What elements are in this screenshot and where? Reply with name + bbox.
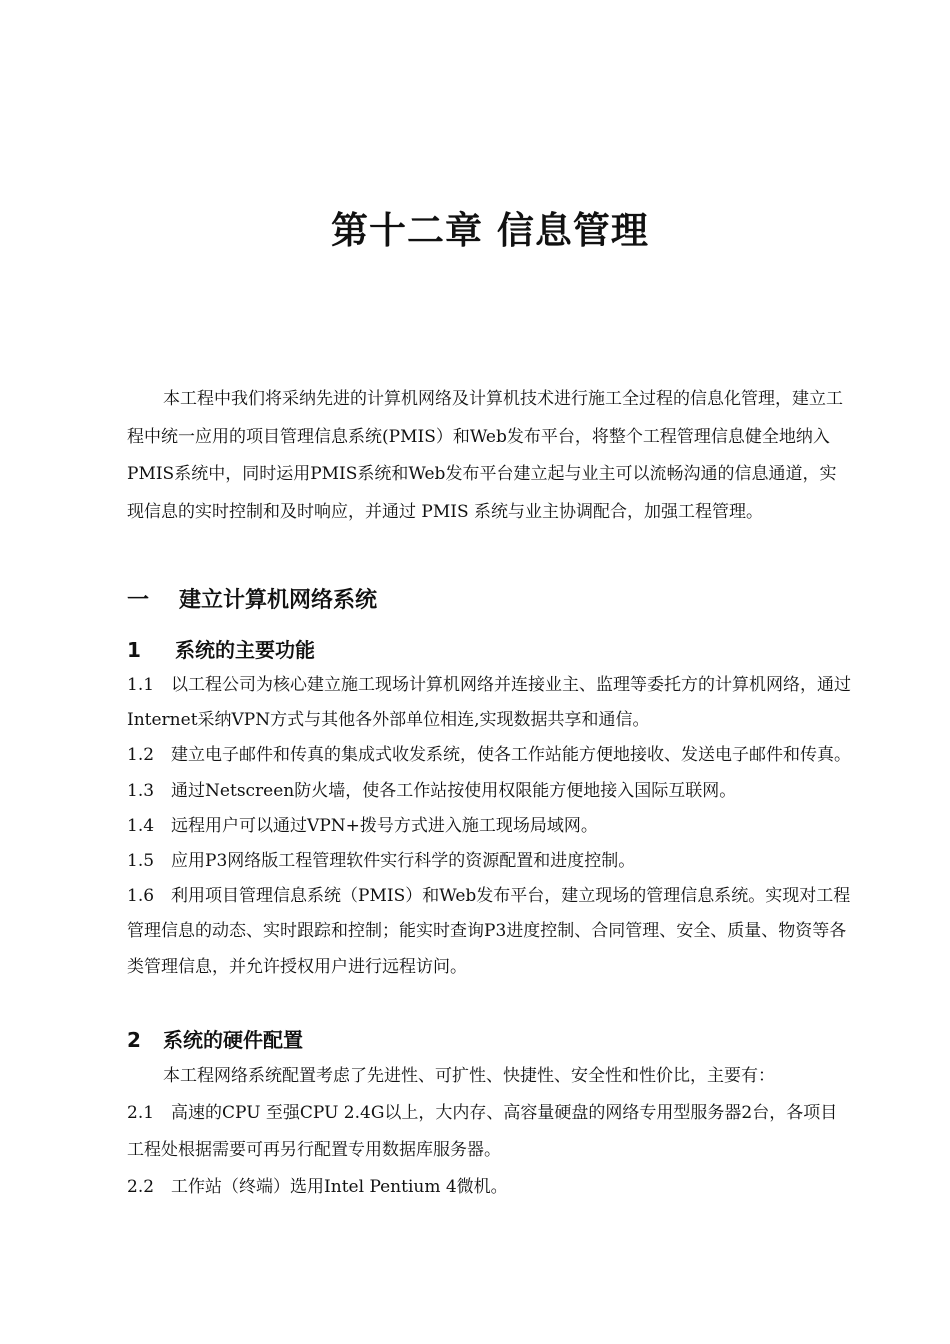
section-number: 一 bbox=[127, 588, 150, 613]
item-text: 通过Netscreen防火墙，使各工作站按使用权限能方便地接入国际互联网。 bbox=[171, 780, 737, 801]
item-text: 应用P3网络版工程管理软件实行科学的资源配置和进度控制。 bbox=[171, 851, 636, 872]
chapter-title: 第十二章 信息管理 bbox=[331, 209, 649, 252]
subsection-2 bbox=[127, 1022, 852, 1206]
item-text: 以工程公司为核心建立施工现场计算机网络并连接业主、监理等委托方的计算机网络，通过Internet采纳VPN方式与其他各外部单位相连,实现数据共享和通信。 bbox=[127, 675, 852, 731]
item-text: 建立电子邮件和传真的集成式收发系统，使各工作站能方便地接收、发送电子邮件和传真。 bbox=[171, 745, 852, 766]
list-item bbox=[127, 668, 852, 738]
subsection-heading-1 bbox=[127, 632, 852, 668]
subsection-number: 2 bbox=[127, 1028, 141, 1052]
list-item bbox=[127, 879, 852, 985]
intro-paragraph: 本工程中我们将采纳先进的计算机网络及计算机技术进行施工全过程的信息化管理，建立工程中统一应用的项目管理信息系统(PMIS）和Web发布平台，将整个工程管理信息健全地纳入PMIS系统中，同时运用PMIS系统和Web发布平台建立起与业主可以流畅沟通的信息通道，实现信息的实时控制和及时响应，并通过 PMIS 系统与业主协调配合，加强工程管理。 bbox=[127, 389, 843, 522]
subsection-heading-2 bbox=[127, 1022, 852, 1058]
item-number: 1.5 bbox=[127, 851, 155, 872]
section-title: 建立计算机网络系统 bbox=[179, 588, 378, 613]
item-number: 1.6 bbox=[127, 886, 155, 907]
section-heading-1 bbox=[127, 583, 377, 619]
item-text: 高速的CPU 至强CPU 2.4G以上，大内存、高容量硬盘的网络专用型服务器2台，各项目工程处根据需要可再另行配置专用数据库服务器。 bbox=[127, 1103, 838, 1160]
list-item bbox=[127, 774, 852, 809]
list-item bbox=[127, 809, 852, 844]
item-number: 2.1 bbox=[127, 1103, 155, 1123]
list-item bbox=[127, 738, 852, 773]
subsection-title: 系统的硬件配置 bbox=[163, 1028, 303, 1052]
list-item bbox=[127, 1169, 852, 1206]
item-text: 工作站（终端）选用Intel Pentium 4微机。 bbox=[171, 1177, 508, 1197]
list-item bbox=[127, 1095, 852, 1169]
lead-paragraph: 本工程网络系统配置考虑了先进性、可扩性、快捷性、安全性和性价比，主要有： bbox=[163, 1066, 775, 1086]
item-text: 远程用户可以通过VPN+拨号方式进入施工现场局域网。 bbox=[171, 815, 598, 836]
subsection-number: 1 bbox=[127, 638, 141, 662]
subsection-title: 系统的主要功能 bbox=[175, 638, 315, 662]
list-item bbox=[127, 844, 852, 879]
item-number: 1.2 bbox=[127, 745, 155, 766]
intro-block bbox=[127, 381, 852, 531]
item-number: 1.3 bbox=[127, 780, 155, 801]
item-number: 1.4 bbox=[127, 815, 155, 836]
subsection-1 bbox=[127, 632, 852, 985]
item-text: 利用项目管理信息系统（PMIS）和Web发布平台，建立现场的管理信息系统。实现对工程管理信息的动态、实时跟踪和控制；能实时查询P3进度控制、合同管理、安全、质量、物资等各类管理信息，并允许授权用户进行远程访问。 bbox=[127, 886, 851, 977]
item-number: 1.1 bbox=[127, 675, 155, 695]
item-number: 2.2 bbox=[127, 1177, 155, 1197]
